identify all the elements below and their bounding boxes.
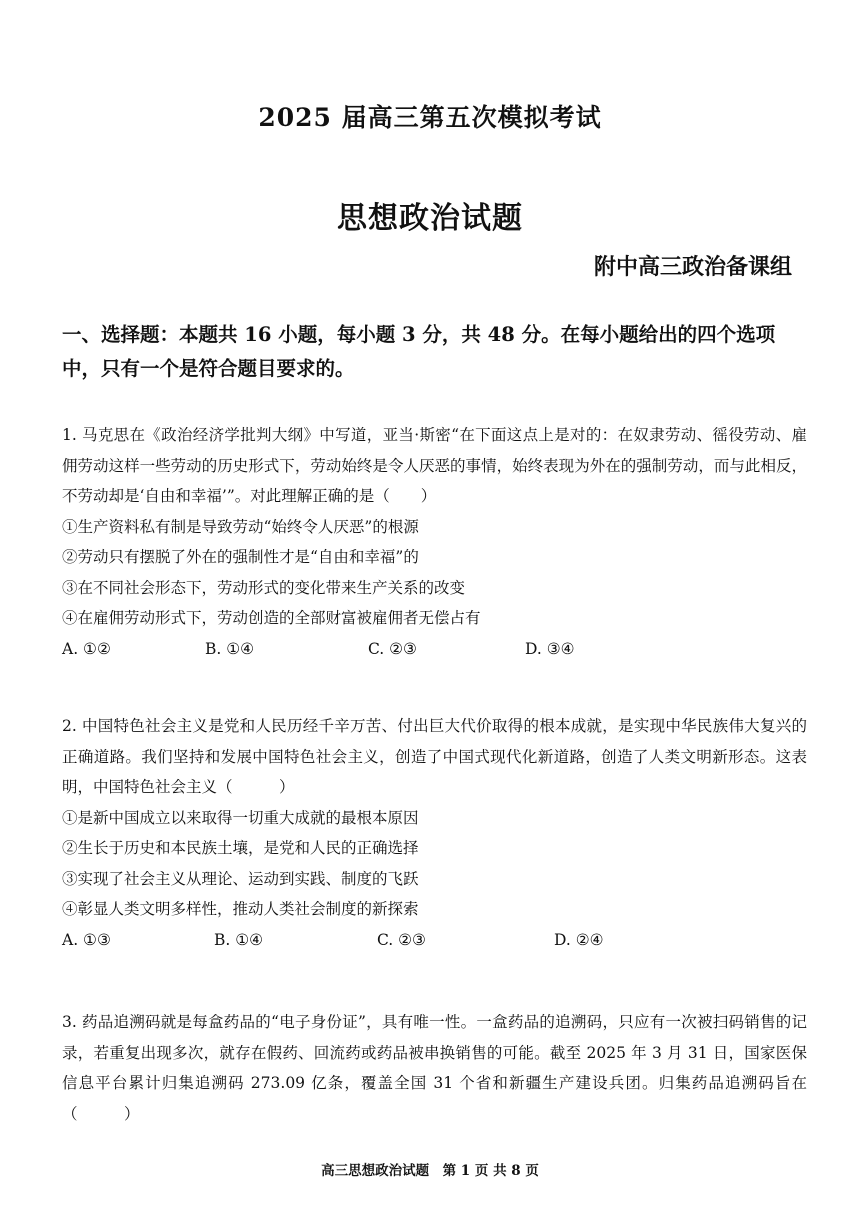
statement-4: ④在雇佣劳动形式下，劳动创造的全部财富被雇佣者无偿占有 xyxy=(62,609,481,627)
question-2 xyxy=(62,711,807,955)
statement-1: ①是新中国成立以来取得一切重大成就的最根本原因 xyxy=(62,808,419,827)
answer-choices xyxy=(62,634,807,665)
choice-d: D. ②④ xyxy=(554,930,604,949)
question-3 xyxy=(62,1007,807,1129)
choice-a: A. ①③ xyxy=(62,930,111,949)
choice-a: A. ①② xyxy=(62,639,111,658)
author-group: 附中高三政治备课组 xyxy=(593,254,792,280)
statement-1: ①生产资料私有制是导致劳动“始终令人厌恶”的根源 xyxy=(62,517,419,536)
choice-c: C. ②③ xyxy=(377,930,426,949)
choice-d: D. ③④ xyxy=(525,639,575,658)
question-stem: 3. 药品追溯码就是每盒药品的“电子身份证”，具有唯一性。一盒药品的追溯码，只应有一次被扫码销售的记录，若重复出现多次，就存在假药、回流药或药品被串换销售的可能。截至 2025 年 3 月 31 日，国家医保信息平台累计归集追溯码 273.09 亿条，覆盖全国 31 个省和新疆生产建设兵团。归集药品追溯码旨在（ ） xyxy=(62,1013,807,1123)
statement-2: ②劳动只有摆脱了外在的强制性才是“自由和幸福”的 xyxy=(62,548,419,566)
choice-c: C. ②③ xyxy=(368,639,417,658)
answer-choices xyxy=(62,925,807,956)
question-stem: 1. 马克思在《政治经济学批判大纲》中写道，亚当·斯密“在下面这点上是对的：在奴隶劳动、徭役劳动、雇佣劳动这样一些劳动的历史形式下，劳动始终是令人厌恶的事情，始终表现为外在的强制劳动，而与此相反，不劳动却是‘自由和幸福’”。对此理解正确的是（ ） xyxy=(62,426,807,505)
statement-4: ④彰显人类文明多样性，推动人类社会制度的新探索 xyxy=(62,900,419,918)
exam-title: 2025 届高三第五次模拟考试 xyxy=(258,103,602,132)
choice-b: B. ①④ xyxy=(205,639,255,658)
question-1 xyxy=(62,420,807,664)
statement-3: ③在不同社会形态下，劳动形式的变化带来生产关系的改变 xyxy=(62,578,466,597)
subject-title: 思想政治试题 xyxy=(337,201,523,236)
page-footer: 高三思想政治试题 第 1 页 共 8 页 xyxy=(321,1163,539,1179)
question-stem: 2. 中国特色社会主义是党和人民历经千辛万苦、付出巨大代价取得的根本成就，是实现中华民族伟大复兴的正确道路。我们坚持和发展中国特色社会主义，创造了中国式现代化新道路，创造了人类文明新形态。这表明，中国特色社会主义（ ） xyxy=(62,717,807,796)
statement-2: ②生长于历史和本民族土壤，是党和人民的正确选择 xyxy=(62,839,419,857)
section-heading: 一、选择题：本题共 16 小题，每小题 3 分，共 48 分。在每小题给出的四个选项中，只有一个是符合题目要求的。 xyxy=(62,323,776,380)
statement-3: ③实现了社会主义从理论、运动到实践、制度的飞跃 xyxy=(62,869,419,888)
choice-b: B. ①④ xyxy=(214,930,264,949)
